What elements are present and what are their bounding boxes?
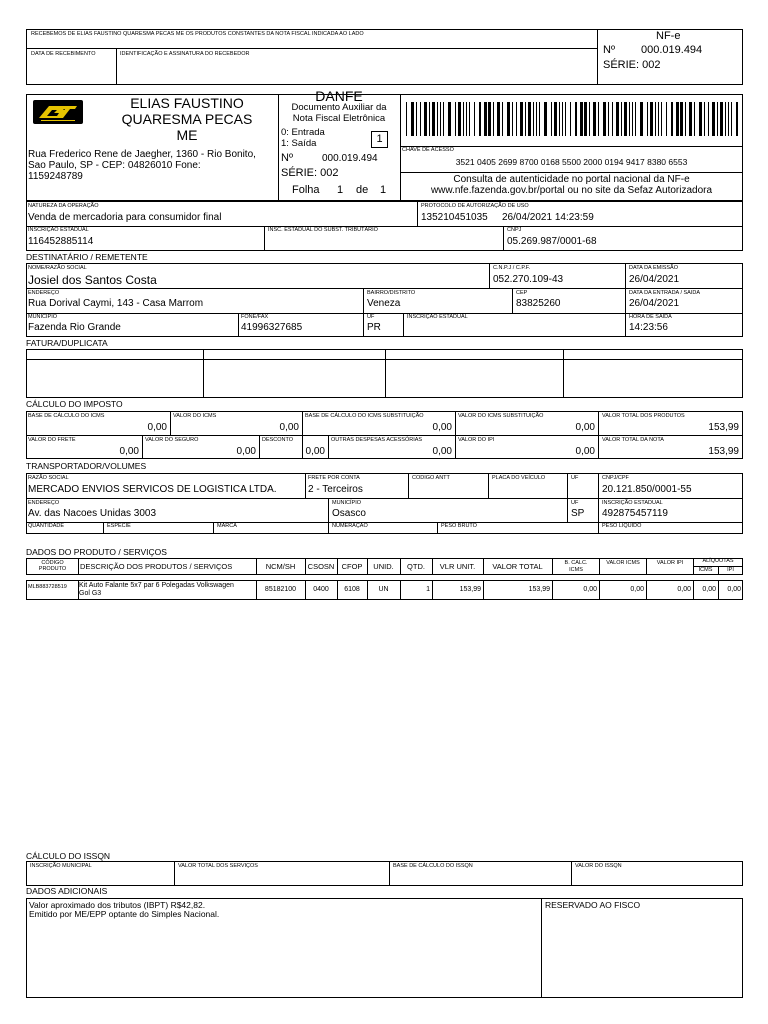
invoice-section-title: FATURA/DUPLICATA	[26, 338, 108, 348]
barcode-bar	[699, 102, 702, 136]
city-label: MUNICÍPIO	[28, 314, 58, 320]
barcode-bar	[666, 102, 667, 136]
barcode-bar	[536, 102, 537, 136]
danfe-title: DANFE	[315, 88, 363, 104]
district-label: BAIRRO/DISTRITO	[367, 290, 416, 296]
barcode-bar	[584, 102, 587, 136]
issqn-services-label: VALOR TOTAL DOS SERVIÇOS	[178, 863, 258, 869]
barcode-bar	[712, 102, 715, 136]
barcode-bar	[443, 102, 444, 136]
gross-weight-label: PESO BRUTO	[441, 523, 477, 529]
issqn-base-label: BASE DE CÁLCULO DO ISSQN	[393, 863, 473, 869]
receipt-statement: RECEBEMOS DE ELIAS FAUSTINO QUARESMA PECAS ME OS PRODUTOS CONSTANTES DA NOTA FISCAL INDICADA AO LADO	[31, 31, 364, 37]
protocol-label: PROTOCOLO DE AUTORIZAÇÃO DE USO	[421, 203, 529, 209]
barcode-bar	[406, 102, 407, 136]
product-qty: 1	[426, 586, 430, 593]
freight-payer-label: FRETE POR CONTA	[308, 475, 360, 481]
barcode-bar	[676, 102, 679, 136]
products-total-label: VALOR TOTAL DOS PRODUTOS	[602, 413, 685, 419]
recipient-uf: PR	[367, 322, 381, 333]
plate-label: PLACA DO VEÍCULO	[492, 475, 546, 481]
recipient-name: Josiel dos Santos Costa	[28, 273, 157, 287]
barcode-bar	[512, 102, 513, 136]
cnpj-label: CNPJ	[507, 227, 522, 233]
barcode-bar	[589, 102, 590, 136]
danfe-exit: 1: Saída	[281, 138, 317, 149]
col-rates: ALÍQUOTAS	[702, 558, 734, 564]
barcode-bar	[661, 102, 662, 136]
product-ipi: 0,00	[677, 586, 691, 593]
insurance-value: 0,00	[236, 446, 256, 457]
receipt-nfe-title: NF-e	[656, 30, 681, 42]
invoice-total-value: 153,99	[708, 446, 739, 457]
barcode-bar	[516, 102, 517, 136]
issqn-municipal-label: INSCRIÇÃO MUNICIPAL	[30, 863, 92, 869]
danfe-sheet-total: 1	[380, 184, 387, 196]
col-code: CÓDIGO PRODUTO	[38, 560, 67, 572]
col-unit-price: VLR UNIT.	[439, 562, 476, 571]
district-value: Veneza	[367, 298, 401, 309]
base-icms-label: BASE DE CÁLCULO DO ICMS	[28, 413, 105, 419]
barcode-bar	[565, 102, 566, 136]
danfe-entry: 0: Entrada	[281, 127, 325, 138]
barcode-bar	[685, 102, 686, 136]
tax-section-title: CÁLCULO DO IMPOSTO	[26, 399, 123, 409]
barcode-bar	[647, 102, 648, 136]
ipi-label: VALOR DO IPI	[458, 437, 495, 443]
barcode-bar	[575, 102, 577, 136]
danfe-type-box	[371, 131, 388, 148]
volume-numbering-label: NUMERAÇÃO	[332, 523, 368, 529]
recipient-uf-label: UF	[367, 314, 375, 320]
barcode-bar	[720, 102, 723, 136]
product-code: MLB883728519	[28, 584, 67, 590]
insurance-label: VALOR DO SEGURO	[145, 437, 199, 443]
product-cfop: 6108	[344, 586, 360, 593]
barcode-bar	[580, 102, 583, 136]
barcode-bar	[466, 102, 467, 136]
col-rate-icms: ICMS	[698, 567, 713, 573]
col-icms: VALOR ICMS	[606, 560, 640, 566]
city-value: Fazenda Rio Grande	[28, 322, 121, 333]
invoice-total-label: VALOR TOTAL DA NOTA	[602, 437, 664, 443]
product-csosn: 0400	[313, 586, 329, 593]
emitter-name-line1: ELIAS FAUSTINO	[130, 95, 244, 111]
barcode-bar	[689, 102, 692, 136]
access-key: 3521 0405 2699 8700 0168 5500 2000 0194 9417 8380 6553	[455, 157, 688, 167]
icms-label: VALOR DO ICMS	[173, 413, 217, 419]
phone-value: 41996327685	[241, 322, 303, 333]
barcode-bar	[463, 102, 464, 136]
barcode-bar	[528, 102, 531, 136]
barcode-bar	[533, 102, 534, 136]
danfe-subtitle1: Documento Auxiliar da	[291, 102, 387, 113]
other-label: OUTRAS DESPESAS ACESSÓRIAS	[331, 437, 423, 443]
danfe-sheet-of: de	[356, 184, 369, 196]
receipt-signature-label: IDENTIFICAÇÃO E ASSINATURA DO RECEBEDOR	[120, 51, 250, 57]
cnpj-value: 05.269.987/0001-68	[507, 236, 597, 247]
carrier-ie: 492875457119	[602, 508, 668, 519]
danfe-sheet-label: Folha	[292, 184, 320, 196]
emitter-address-line2: Sao Paulo, SP - CEP: 04826010 Fone:	[28, 160, 201, 171]
other-value: 0,00	[432, 446, 452, 457]
barcode-bar	[474, 102, 475, 136]
barcode-bar	[502, 102, 503, 136]
ie-st-label: INSC. ESTADUAL DO SUBST. TRIBUTÁRIO	[268, 227, 378, 233]
issqn-value-label: VALOR DO ISSQN	[575, 863, 622, 869]
receipt-series: SÉRIE: 002	[603, 59, 661, 71]
barcode-bar	[694, 102, 695, 136]
carrier-uf2-label: UF	[571, 500, 579, 506]
barcode-bar	[598, 102, 599, 136]
barcode-bar	[448, 102, 451, 136]
product-desc-line1: Kit Auto Falante 5x7 par 6 Polegadas Volkswagen	[79, 582, 234, 589]
carrier-ie-label: INSCRIÇÃO ESTADUAL	[602, 500, 663, 506]
barcode-bar	[562, 102, 563, 136]
barcode-bar	[616, 102, 619, 136]
barcode-bar	[717, 102, 718, 136]
col-ipi: VALOR IPI	[656, 560, 684, 566]
logo-graphic	[33, 100, 83, 124]
product-rate-ipi: 0,00	[727, 586, 741, 593]
barcode-bar	[621, 102, 622, 136]
barcode-bar	[559, 102, 560, 136]
col-unit: UNID.	[373, 562, 394, 571]
volume-brand-label: MARCA	[217, 523, 237, 529]
discount-label: DESCONTO	[262, 437, 294, 443]
carrier-address-label: ENDEREÇO	[28, 500, 60, 506]
barcode-bar	[728, 102, 729, 136]
carrier-cnpj: 20.121.850/0001-55	[602, 484, 692, 495]
barcode	[406, 102, 738, 136]
barcode-bar	[680, 102, 683, 136]
barcode-bar	[432, 102, 435, 136]
cep-label: CEP	[516, 290, 528, 296]
barcode-bar	[507, 102, 510, 136]
barcode-bar	[469, 102, 470, 136]
barcode-bar	[655, 102, 656, 136]
product-unit-price: 153,99	[459, 586, 481, 593]
recipient-address-label: ENDEREÇO	[28, 290, 60, 296]
net-weight-label: PESO LÍQUIDO	[602, 523, 642, 529]
barcode-bar	[429, 102, 430, 136]
barcode-bar	[629, 102, 630, 136]
freight-label: VALOR DO FRETE	[28, 437, 76, 443]
barcode-bar	[437, 102, 438, 136]
col-ncm: NCM/SH	[265, 562, 296, 571]
emitter-address-line1: Rua Frederico Rene de Jaegher, 1360 - Rio Bonito,	[28, 149, 256, 160]
barcode-bar	[736, 102, 738, 136]
emitter-name-line2: QUARESMA PECAS	[121, 111, 253, 127]
recipient-name-label: NOME/RAZÃO SOCIAL	[28, 265, 87, 271]
danfe-subtitle2: Nota Fiscal Eletrônica	[292, 113, 386, 124]
carrier-address: Av. das Nacoes Unidas 3003	[28, 508, 157, 519]
barcode-bar	[708, 102, 709, 136]
col-csosn: CSOSN	[307, 562, 335, 571]
product-unit: UN	[378, 586, 389, 593]
antt-label: CODIGO ANTT	[412, 475, 450, 481]
emission-label: DATA DA EMISSÃO	[629, 265, 679, 271]
barcode-bar	[650, 102, 653, 136]
barcode-bar	[624, 102, 627, 136]
danfe-series: SÉRIE: 002	[281, 167, 339, 179]
barcode-bar	[632, 102, 633, 136]
col-rate-ipi: IPI	[727, 567, 734, 573]
danfe-sheet-num: 1	[337, 184, 344, 196]
product-base: 0,00	[583, 586, 597, 593]
product-icms: 0,00	[630, 586, 644, 593]
carrier-cnpj-label: CNPJ/CPF	[602, 475, 629, 481]
danfe-type-value: 1	[376, 133, 383, 145]
barcode-bar	[493, 102, 494, 136]
barcode-bar	[424, 102, 427, 136]
recipient-section-title: DESTINATÁRIO / REMETENTE	[26, 252, 148, 262]
icms-st-label: VALOR DO ICMS SUBSTITUIÇÃO	[458, 413, 544, 419]
ie-value: 116452885114	[28, 236, 94, 247]
carrier-name-label: RAZÃO SOCIAL	[28, 475, 69, 481]
barcode-bar	[497, 102, 500, 136]
barcode-bar	[455, 102, 456, 136]
product-rate-icms: 0,00	[702, 586, 716, 593]
exit-time-label: HORA DE SAÍDA	[629, 314, 672, 320]
col-desc: DESCRIÇÃO DOS PRODUTOS / SERVIÇOS	[80, 562, 233, 571]
nature-label: NATUREZA DA OPERAÇÃO	[28, 203, 99, 209]
col-qty: QTD.	[407, 562, 425, 571]
receipt-number-prefix: Nº	[603, 44, 615, 56]
carrier-uf2: SP	[571, 508, 585, 519]
recipient-ie-label: INSCRIÇÃO ESTADUAL	[407, 314, 468, 320]
barcode-bar	[551, 102, 552, 136]
barcode-bar	[544, 102, 547, 136]
carrier-uf-label: UF	[571, 475, 579, 481]
barcode-bar	[479, 102, 481, 136]
col-total: VALOR TOTAL	[492, 562, 543, 571]
recipient-cpf-label: C.N.P.J / C.P.F.	[493, 265, 531, 271]
issqn-block	[26, 861, 743, 886]
emitter-address-line3: 1159248789	[28, 171, 83, 182]
barcode-bar	[570, 102, 571, 136]
barcode-bar	[608, 102, 609, 136]
volume-qty-label: QUANTIDADE	[28, 523, 65, 529]
col-cfop: CFOP	[341, 562, 363, 571]
freight-payer: 2 - Terceiros	[308, 484, 363, 495]
product-total: 153,99	[528, 586, 550, 593]
recipient-address: Rua Dorival Caymi, 143 - Casa Marrom	[28, 298, 204, 309]
barcode-bar	[658, 102, 659, 136]
nature-value: Venda de mercadoria para consumidor final	[28, 212, 222, 223]
transport-section-title: TRANSPORTADOR/VOLUMES	[26, 461, 147, 471]
protocol-value: 135210451035	[421, 212, 488, 223]
consult-line1: Consulta de autenticidade no portal nacional da NF-e	[453, 174, 690, 185]
base-icms-value: 0,00	[147, 422, 167, 433]
emitter-name-line3: ME	[176, 127, 198, 143]
barcode-bar	[635, 102, 636, 136]
barcode-bar	[640, 102, 643, 136]
barcode-bar	[731, 102, 732, 136]
entry-date-label: DATA DA ENTRADA / SAIDA	[629, 290, 701, 296]
carrier-city-label: MUNICÍPIO	[332, 500, 362, 506]
ie-label: INSCRIÇÃO ESTADUAL	[28, 227, 89, 233]
protocol-date: 26/04/2021 14:23:59	[502, 212, 594, 223]
emission-date: 26/04/2021	[629, 274, 680, 285]
barcode-bar	[725, 102, 726, 136]
ipi-value: 0,00	[575, 446, 595, 457]
base-st-label: BASE DE CÁLCULO DO ICMS SUBSTITUIÇÃO	[305, 413, 424, 419]
freight-value: 0,00	[119, 446, 139, 457]
barcode-bar	[704, 102, 705, 136]
product-desc-line2: Gol G3	[79, 590, 102, 597]
barcode-bar	[593, 102, 596, 136]
additional-section-title: DADOS ADICIONAIS	[26, 886, 108, 896]
danfe-number: 000.019.494	[322, 153, 378, 164]
barcode-bar	[612, 102, 613, 136]
product-ncm: 85182100	[264, 586, 297, 593]
entry-date: 26/04/2021	[629, 298, 680, 309]
access-key-label: CHAVE DE ACESSO	[402, 147, 454, 153]
barcode-bar	[440, 102, 441, 136]
barcode-bar	[520, 102, 523, 136]
additional-text-line2: Emitido por ME/EPP optante do Simples Nacional.	[29, 909, 220, 919]
icms-st-value: 0,00	[575, 422, 595, 433]
barcode-bar	[458, 102, 461, 136]
reserved-label: RESERVADO AO FISCO	[545, 900, 641, 910]
barcode-bar	[488, 102, 491, 136]
consult-line2: www.nfe.fazenda.gov.br/portal ou no site da Sefaz Autorizadora	[430, 185, 713, 196]
icms-value: 0,00	[279, 422, 299, 433]
col-base: B. CALC. ICMS	[564, 560, 588, 573]
base-st-value: 0,00	[432, 422, 452, 433]
danfe-number-prefix: Nº	[281, 152, 293, 164]
carrier-name: MERCADO ENVIOS SERVICOS DE LOGISTICA LTDA.	[28, 484, 277, 495]
barcode-bar	[411, 102, 414, 136]
additional-text-line1: Valor aproximado dos tributos (IBPT) R$42,82.	[29, 900, 206, 910]
barcode-bar	[416, 102, 417, 136]
volume-species-label: ESPÉCIE	[107, 523, 131, 529]
barcode-bar	[554, 102, 557, 136]
cep-value: 83825260	[516, 298, 561, 309]
receipt-date-label: DATA DE RECEBIMENTO	[31, 51, 96, 57]
receipt-number: 000.019.494	[641, 44, 703, 56]
recipient-cpf: 052.270.109-43	[493, 274, 564, 285]
company-logo	[33, 100, 83, 124]
barcode-bar	[539, 102, 540, 136]
products-total-value: 153,99	[708, 422, 739, 433]
exit-time: 14:23:56	[629, 322, 668, 333]
discount-value: 0,00	[305, 446, 325, 457]
products-section-title: DADOS DO PRODUTO / SERVIÇOS	[26, 547, 167, 557]
barcode-bar	[484, 102, 487, 136]
barcode-bar	[525, 102, 526, 136]
barcode-bar	[420, 102, 421, 136]
carrier-city: Osasco	[332, 508, 366, 519]
phone-label: FONE/FAX	[241, 314, 269, 320]
barcode-bar	[671, 102, 673, 136]
issqn-section-title: CÁLCULO DO ISSQN	[26, 851, 111, 861]
barcode-bar	[603, 102, 606, 136]
